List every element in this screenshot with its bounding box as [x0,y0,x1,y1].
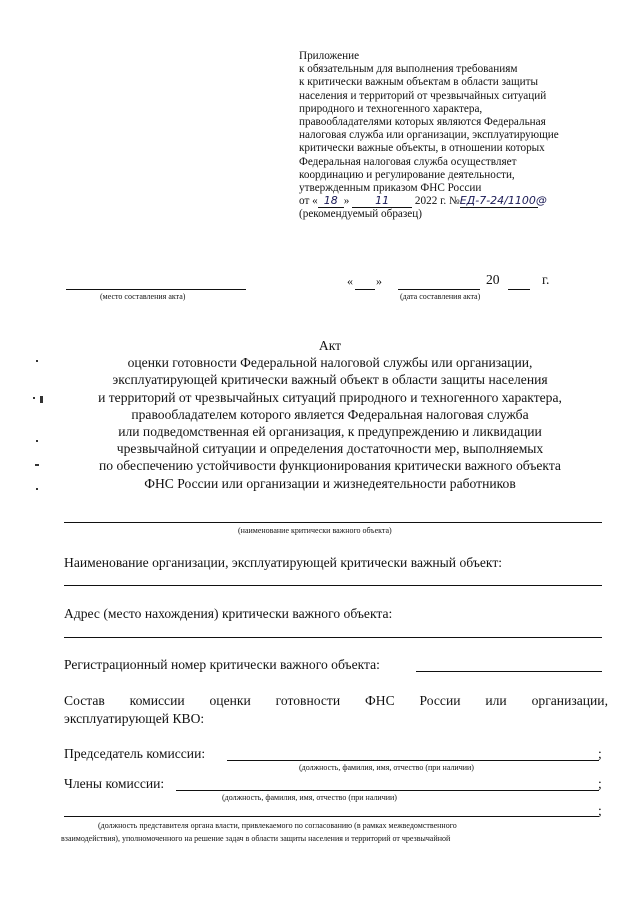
act-title-line: правообладателем которого является Федеральная налоговая служба [131,406,529,422]
order-prefix: от « [299,195,318,208]
members-line [176,790,599,791]
commission-word: России [419,693,461,708]
act-heading: Акт [318,338,342,353]
chairman-label: Председатель комиссии: [64,746,206,761]
reg-number-label: Регистрационный номер критически важного объекта: [64,657,380,672]
org-name-label: Наименование организации, эксплуатирующей критически важный объект: [64,555,503,570]
date-close: » [376,274,382,288]
appendix-line: критически важные объекты, в отношении которых [299,142,545,155]
appendix-line: населения и территорий от чрезвычайных ситуаций [299,89,547,102]
date-month-line [398,289,480,290]
date-day-line [355,289,375,290]
place-caption: (место составления акта) [100,292,186,301]
act-title [64,337,596,492]
appendix-block [299,50,619,222]
act-title-line: ФНС России или организации и жизнедеятельности работников [144,475,516,491]
object-name-line [64,522,602,523]
order-year: 2022 г. № [414,195,460,208]
order-line [299,195,619,208]
org-name-line [64,585,602,586]
members-label: Члены комиссии: [64,776,165,791]
rep-semicolon: ; [598,803,602,818]
commission-word: оценки [209,693,251,708]
reg-number-line [416,671,602,672]
scan-mark [40,396,43,403]
scan-mark [35,464,39,466]
act-title-line: эксплуатирующей критически важный объект в области защиты населения [112,372,548,388]
date-open: « [347,274,353,288]
act-title-line: по обеспечению устойчивости функционирования критически важного объекта [99,458,561,474]
rep-line [64,816,599,817]
act-title-line: и территорий от чрезвычайных ситуаций природного и техногенного характера, [98,389,562,405]
appendix-line: Федеральная налоговая служба осуществляет [299,155,517,168]
order-number: ЕД-7-24/1100@ [459,194,547,208]
scan-mark [33,397,35,399]
date-year-line [508,289,530,290]
appendix-line: налоговая служба или организации, эксплуатирующие [299,129,559,142]
appendix-line: координацию и регулирование деятельности, [299,168,515,181]
order-mid: » [343,195,350,208]
rep-caption-line1: (должность представителя органа власти, привлекаемого по согласованию (в рамках межведомственного [98,821,457,830]
commission-word: ФНС [365,693,395,708]
date-year: 20 [486,272,500,287]
act-title-line: оценки готовности Федеральной налоговой службы или организации, [127,355,533,371]
commission-line2: эксплуатирующей КВО: [64,711,205,726]
commission-word: готовности [275,693,341,708]
order-month: 11 [352,196,412,208]
appendix-line: утвержденным приказом ФНС России [299,182,482,195]
scan-mark [36,440,38,442]
chairman-caption: (должность, фамилия, имя, отчество (при наличии) [299,763,474,772]
chairman-line [227,760,599,761]
commission-word: Состав [64,693,105,708]
date-year-suffix: г. [542,272,550,287]
sample-note: (рекомендуемый образец) [299,208,422,221]
place-line [66,289,246,290]
commission-word: или [485,693,507,708]
appendix-line: к обязательным для выполнения требованиям [299,63,518,76]
address-line [64,637,602,638]
rep-caption-line2: взаимодействия), уполномоченного на решение задач в области защиты населения и территорий от чрезвычайной [61,834,451,843]
commission-word: организации, [531,693,608,708]
appendix-line: природного и техногенного характера, [299,102,483,115]
scan-mark [36,488,38,490]
appendix-line: Приложение [299,50,360,62]
date-caption: (дата составления акта) [400,292,481,301]
appendix-line: правообладателями которых являются Федеральная [299,116,546,129]
act-title-line: чрезвычайной ситуации и определения достаточности мер, выполняемых [116,441,544,457]
address-label: Адрес (место нахождения) критически важного объекта: [64,606,393,621]
object-caption: (наименование критически важного объекта) [238,526,392,535]
members-semicolon: ; [598,776,602,791]
chairman-semicolon: ; [598,746,602,761]
act-title-line: или подведомственная ей организация, к предупреждению и ликвидации [118,424,542,440]
commission-word: комиссии [129,693,185,708]
commission-line1 [64,693,608,709]
scan-mark [36,360,38,362]
order-day: 18 [318,196,344,208]
appendix-line: к критически важным объектам в области защиты [299,76,538,89]
members-caption: (должность, фамилия, имя, отчество (при наличии) [222,793,397,802]
